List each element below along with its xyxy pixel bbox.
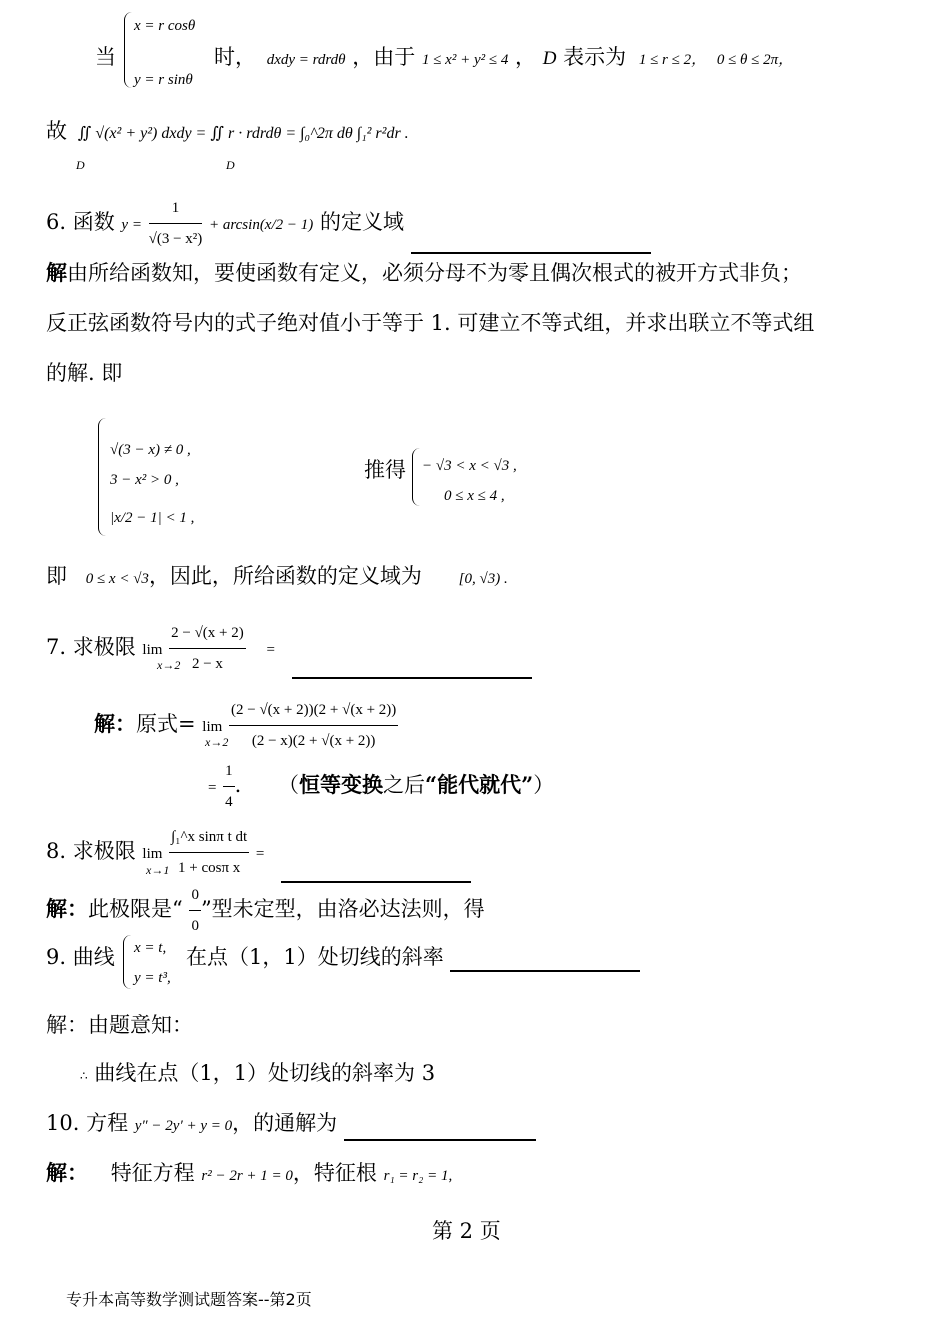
polar-intro <box>95 42 116 72</box>
result-brace <box>412 448 420 506</box>
system-line2: 3 − x² > 0 , <box>110 472 179 488</box>
answer-blank <box>292 655 532 679</box>
result-line2: 0 ≤ x ≤ 4 , <box>444 488 505 504</box>
system-line3: |x/2 − 1| < 1 , <box>110 510 195 526</box>
integral-line: 故 ∬ √(x² + y²) dxdy = ∬ r · rdrdθ = ∫₀^2π dθ ∫₁² r²dr . <box>46 119 409 143</box>
q7-solution: 解：原式= lim $\frac{(2 - √(x + 2))(2 + √(x + 2))}{(2 - x)(2 + √(x + 2))}$ <box>94 695 398 756</box>
question-7: 7. 求极限 lim $\frac{2 - √(x + 2)}{2 - x}$ = <box>46 618 532 679</box>
question-9-text: 在点（1，1）处切线的斜率 <box>186 942 640 972</box>
q9-result: ∴ 曲线在点（1，1）处切线的斜率为 3 <box>80 1061 436 1085</box>
q7-result: = $\frac{1}{4}$ . （恒等变换之后“能代就代”） <box>208 756 554 817</box>
q7-lim-sub: x→2 <box>157 658 181 672</box>
q9-solution: 解：由题意知： <box>46 1013 193 1037</box>
polar-y-eq: y = r sinθ <box>134 72 193 88</box>
question-6: 6. 函数 y = $\frac{1}{\text{√(3 − x²)}}$ + arcsin(x/2 − 1) 的定义域 <box>46 193 651 254</box>
curve-brace <box>123 935 131 989</box>
system-brace <box>98 418 107 536</box>
result-fraction: $\frac{1}{4}$ <box>223 756 235 817</box>
question-9: 9. 曲线 <box>46 945 115 969</box>
polar-rest: 时， dxdy = rdrdθ ，由于 1 ≤ x² + y² ≤ 4 ， D 表示为 1 ≤ r ≤ 2， 0 ≤ θ ≤ 2π， <box>214 45 794 69</box>
fraction: $\frac{1}{\text{√(3 − x²)}}$ <box>149 193 203 254</box>
limit-fraction: $\frac{\text{∫₁\textasciicircum{}x sinπ t dt}}{\text{1 + cosπ x}}$ <box>169 822 249 883</box>
q8-lim-sub: x→1 <box>146 863 170 877</box>
q6-solution-line1: 解由所给函数知，要使函数有定义，必须分母不为零且偶次根式的被开方式非负； <box>46 260 802 285</box>
answer-blank <box>450 948 640 972</box>
sub-d1: D <box>76 158 85 172</box>
result-label: 推得 <box>364 458 406 482</box>
q6-solution-line3: 的解. 即 <box>46 361 123 385</box>
polar-x-eq: x = r cosθ <box>134 18 196 34</box>
page-number: 第 2 页 <box>432 1219 501 1243</box>
q7-sol-lim-sub: x→2 <box>205 735 229 749</box>
footer-text: 专升本高等数学测试题答案--第2页 <box>66 1290 312 1309</box>
q8-solution: 解：此极限是“ $\frac{0}{0}$ ”型未定型，由洛必达法则，得 <box>46 880 485 941</box>
answer-blank <box>344 1117 536 1141</box>
limit-fraction: $\frac{2 - √(x + 2)}{2 - x}$ <box>169 618 246 679</box>
result-line1: − √3 < x < √3 , <box>422 458 517 474</box>
answer-blank <box>411 230 651 254</box>
question-10: 10. 方程 y″ − 2y′ + y = 0，的通解为 <box>46 1108 536 1141</box>
solution-fraction: $\frac{(2 - √(x + 2))(2 + √(x + 2))}{(2 - x)(2 + √(x + 2))}$ <box>229 695 398 756</box>
brace <box>124 12 133 88</box>
zero-over-zero: $\frac{0}{0}$ <box>189 880 201 941</box>
curve-x: x = t, <box>134 940 167 956</box>
sub-d2: D <box>226 158 235 172</box>
curve-y: y = t³, <box>134 970 171 986</box>
q6-conclusion: 即 0 ≤ x < √3，因此，所给函数的定义域为 [0, √3) . <box>46 564 508 588</box>
system-line1: √(3 − x) ≠ 0 , <box>110 442 191 458</box>
q10-solution: 解： 特征方程 r² − 2r + 1 = 0，特征根 r₁ = r₂ = 1, <box>46 1160 453 1185</box>
question-8: 8. 求极限 lim $\frac{\text{∫₁\textasciicircum{}x sinπ t dt}}{\text{1 + cosπ x}}$ = <box>46 822 471 883</box>
text-dang: 当 <box>95 45 116 69</box>
q6-solution-line2: 反正弦函数符号内的式子绝对值小于等于 1. 可建立不等式组，并求出联立不等式组 <box>46 311 815 335</box>
